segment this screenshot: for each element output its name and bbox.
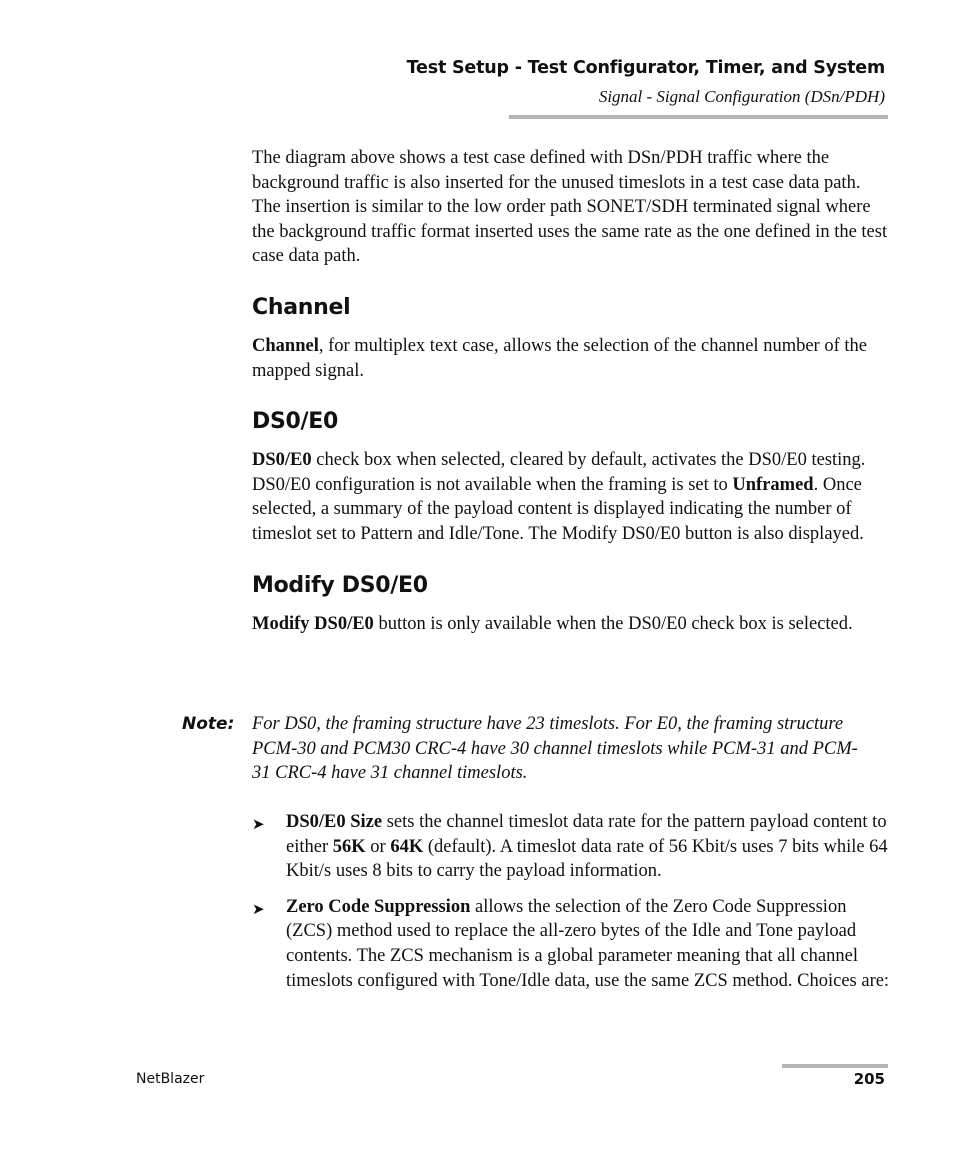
term-unframed: Unframed bbox=[732, 474, 814, 495]
term-zero-code-suppression: Zero Code Suppression bbox=[286, 896, 471, 917]
term-ds0e0-size: DS0/E0 Size bbox=[286, 812, 383, 832]
footer-product-name: NetBlazer bbox=[136, 1071, 205, 1087]
arrow-bullet-icon: ➤ bbox=[252, 899, 265, 918]
section-heading-ds0e0: DS0/E0 bbox=[252, 409, 338, 435]
section-heading-channel: Channel bbox=[252, 294, 351, 320]
note-text: For DS0, the framing structure have 23 timeslots. For E0, the framing structure PCM-30 and PCM30 CRC-4 have 30 channel timeslots while PCM-31 and PCM-31 CRC-4 have 31 channel timeslots. bbox=[252, 714, 858, 784]
term-modify-ds0e0: Modify DS0/E0 bbox=[252, 613, 374, 634]
bullet-list bbox=[252, 810, 892, 1004]
note-label: Note: bbox=[182, 714, 235, 734]
ds0e0-paragraph: DS0/E0 check box when selected, cleared by default, activates the DS0/E0 testing. DS0/E0 configuration is not available when the framing is set to Unframed. Once selected, a summary of the payload content is displayed indicating the number of timeslot set to Pattern and Idle/Tone. The Modify DS0/E0 button is also displayed. bbox=[252, 450, 866, 544]
section-heading-modify-ds0e0: Modify DS0/E0 bbox=[252, 572, 428, 598]
page-header-title: Test Setup - Test Configurator, Timer, and System bbox=[406, 58, 885, 78]
term-ds0e0: DS0/E0 bbox=[252, 450, 312, 471]
term-channel: Channel bbox=[252, 335, 319, 356]
option-64k: 64K bbox=[390, 836, 424, 857]
header-rule bbox=[509, 115, 888, 119]
list-item: ➤ Zero Code Suppression allows the selection of the Zero Code Suppression (ZCS) method used to replace the all-zero bytes of the Idle and Tone payload contents. The ZCS mechanism is a global parameter meaning that all channel timeslots configured with Tone/Idle data, use the same ZCS method. Choices are: bbox=[252, 896, 890, 991]
footer-rule bbox=[782, 1064, 888, 1068]
channel-paragraph: Channel, for multiplex text case, allows the selection of the channel number of the mapped signal. bbox=[252, 335, 867, 381]
intro-paragraph: The diagram above shows a test case defined with DSn/PDH traffic where the background traffic is also inserted for the unused timeslots in a test case data path. The insertion is similar to the low order path SONET/SDH terminated signal where the background traffic format inserted uses the same rate as the one defined in the test case data path. bbox=[252, 148, 888, 267]
list-item: ➤ DS0/E0 Size sets the channel timeslot data rate for the pattern payload content to either 56K or 64K (default). A timeslot data rate of 56 Kbit/s uses 7 bits while 64 Kbit/s uses 8 bits to carry the payload information. bbox=[252, 812, 888, 882]
main-content bbox=[252, 146, 892, 636]
modify-paragraph: Modify DS0/E0 button is only available when the DS0/E0 check box is selected. bbox=[252, 613, 853, 634]
arrow-bullet-icon: ➤ bbox=[252, 815, 265, 833]
page-header-subtitle: Signal - Signal Configuration (DSn/PDH) bbox=[598, 87, 885, 106]
page-number: 205 bbox=[853, 1070, 885, 1088]
option-56k: 56K bbox=[332, 836, 366, 857]
